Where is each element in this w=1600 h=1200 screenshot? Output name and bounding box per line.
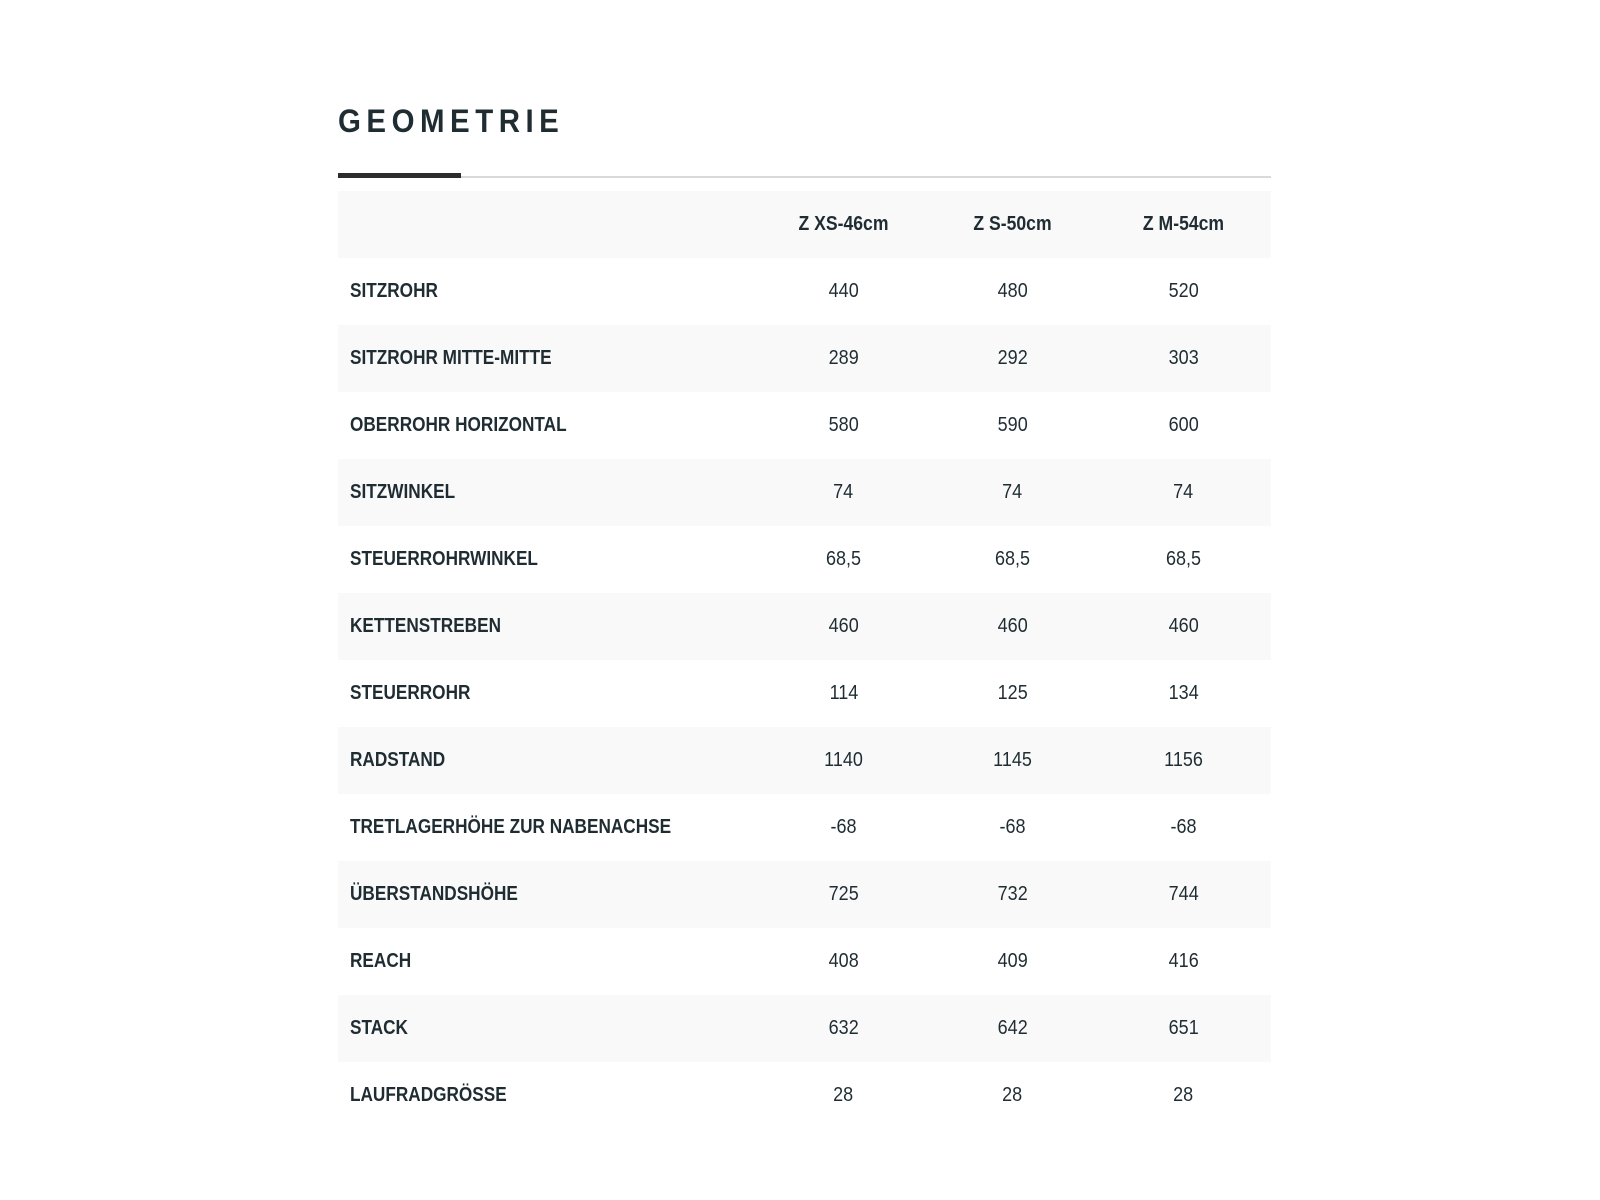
table-row	[338, 995, 1271, 1062]
header-empty-cell	[363, 191, 733, 258]
value-cell	[758, 794, 929, 861]
row-label: REACH	[350, 950, 412, 972]
value-cell	[929, 258, 1096, 325]
value-cell	[1096, 526, 1271, 593]
cell-value: 1140	[824, 749, 863, 771]
value-cell	[758, 861, 929, 928]
cell-value: 725	[828, 883, 859, 905]
table-row	[338, 660, 1271, 727]
cell-value: 74	[833, 481, 854, 503]
value-cell	[1096, 861, 1271, 928]
cell-value: -68	[999, 816, 1026, 838]
row-label-cell	[338, 459, 758, 526]
cell-value: 68,5	[825, 548, 862, 570]
value-cell	[758, 258, 929, 325]
column-header-size: Z M-54cm	[1142, 213, 1225, 235]
table-row	[338, 861, 1271, 928]
cell-value: 416	[1168, 950, 1199, 972]
cell-value: -68	[1170, 816, 1197, 838]
row-label: LAUFRADGRÖSSE	[350, 1084, 507, 1106]
row-label-cell	[338, 392, 758, 459]
row-label: STEUERROHRWINKEL	[350, 548, 538, 570]
cell-value: 408	[828, 950, 859, 972]
value-cell	[1096, 660, 1271, 727]
value-cell	[1096, 794, 1271, 861]
cell-value: -68	[830, 816, 857, 838]
value-cell	[1096, 258, 1271, 325]
row-label-cell	[338, 861, 758, 928]
row-label: ÜBERSTANDSHÖHE	[350, 883, 518, 905]
cell-value: 632	[828, 1017, 859, 1039]
value-cell	[1096, 928, 1271, 995]
cell-value: 28	[833, 1084, 854, 1106]
column-header-size: Z S-50cm	[973, 213, 1052, 235]
cell-value: 1156	[1164, 749, 1203, 771]
value-cell	[929, 392, 1096, 459]
cell-value: 74	[1002, 481, 1023, 503]
table-header-row	[338, 191, 1271, 258]
section-title: GEOMETRIE	[338, 103, 565, 139]
cell-value: 28	[1002, 1084, 1023, 1106]
value-cell	[758, 1062, 929, 1129]
cell-value: 642	[997, 1017, 1028, 1039]
value-cell	[929, 593, 1096, 660]
geometry-section	[338, 96, 1271, 1129]
row-label-cell	[338, 526, 758, 593]
value-cell	[1096, 325, 1271, 392]
row-label-cell	[338, 995, 758, 1062]
value-cell	[929, 861, 1096, 928]
cell-value: 68,5	[994, 548, 1031, 570]
row-label-cell	[338, 325, 758, 392]
value-cell	[758, 459, 929, 526]
value-cell	[929, 727, 1096, 794]
value-cell	[758, 593, 929, 660]
value-cell	[1096, 593, 1271, 660]
table-row	[338, 727, 1271, 794]
value-cell	[929, 459, 1096, 526]
value-cell	[1096, 995, 1271, 1062]
title-divider	[338, 176, 1271, 178]
row-label: SITZROHR	[350, 280, 438, 302]
cell-value: 480	[997, 280, 1028, 302]
title-underline-accent	[338, 173, 461, 178]
value-cell	[758, 660, 929, 727]
table-row	[338, 258, 1271, 325]
cell-value: 580	[828, 414, 859, 436]
row-label: SITZWINKEL	[350, 481, 456, 503]
row-label-cell	[338, 727, 758, 794]
row-label-cell	[338, 660, 758, 727]
row-label: STACK	[350, 1017, 408, 1039]
cell-value: 125	[997, 682, 1028, 704]
table-row	[338, 325, 1271, 392]
value-cell	[758, 325, 929, 392]
cell-value: 590	[997, 414, 1028, 436]
table-body	[338, 258, 1271, 1129]
row-label: KETTENSTREBEN	[350, 615, 501, 637]
table-row	[338, 459, 1271, 526]
row-label: RADSTAND	[350, 749, 446, 771]
cell-value: 409	[997, 950, 1028, 972]
value-cell	[929, 325, 1096, 392]
value-cell	[1096, 392, 1271, 459]
row-label-cell	[338, 593, 758, 660]
row-label: TRETLAGERHÖHE ZUR NABENACHSE	[350, 816, 672, 838]
value-cell	[929, 1062, 1096, 1129]
value-cell	[758, 928, 929, 995]
value-cell	[929, 660, 1096, 727]
value-cell	[929, 928, 1096, 995]
cell-value: 74	[1173, 481, 1194, 503]
value-cell	[1096, 459, 1271, 526]
cell-value: 732	[997, 883, 1028, 905]
row-label-cell	[338, 1062, 758, 1129]
value-cell	[758, 727, 929, 794]
table-row	[338, 392, 1271, 459]
table-row	[338, 794, 1271, 861]
row-label-cell	[338, 928, 758, 995]
cell-value: 68,5	[1165, 548, 1202, 570]
cell-value: 292	[997, 347, 1028, 369]
column-header-size: Z XS-46cm	[798, 213, 889, 235]
table-row	[338, 526, 1271, 593]
value-cell	[758, 526, 929, 593]
row-label: OBERROHR HORIZONTAL	[350, 414, 567, 436]
row-label: STEUERROHR	[350, 682, 471, 704]
cell-value: 28	[1173, 1084, 1194, 1106]
cell-value: 460	[828, 615, 859, 637]
value-cell	[758, 995, 929, 1062]
value-cell	[758, 392, 929, 459]
cell-value: 289	[828, 347, 859, 369]
value-cell	[1096, 727, 1271, 794]
cell-value: 134	[1168, 682, 1199, 704]
value-cell	[929, 526, 1096, 593]
row-label-cell	[338, 258, 758, 325]
cell-value: 303	[1168, 347, 1199, 369]
value-cell	[1096, 1062, 1271, 1129]
cell-value: 440	[828, 280, 859, 302]
cell-value: 520	[1168, 280, 1199, 302]
cell-value: 744	[1168, 883, 1199, 905]
cell-value: 651	[1168, 1017, 1199, 1039]
cell-value: 1145	[993, 749, 1032, 771]
row-label-cell	[338, 794, 758, 861]
cell-value: 460	[997, 615, 1028, 637]
cell-value: 114	[829, 682, 858, 704]
table-row	[338, 1062, 1271, 1129]
table-row	[338, 593, 1271, 660]
value-cell	[929, 794, 1096, 861]
row-label: SITZROHR MITTE-MITTE	[350, 347, 552, 369]
geometry-table	[338, 191, 1271, 1129]
cell-value: 460	[1168, 615, 1199, 637]
table-row	[338, 928, 1271, 995]
value-cell	[929, 995, 1096, 1062]
cell-value: 600	[1168, 414, 1199, 436]
